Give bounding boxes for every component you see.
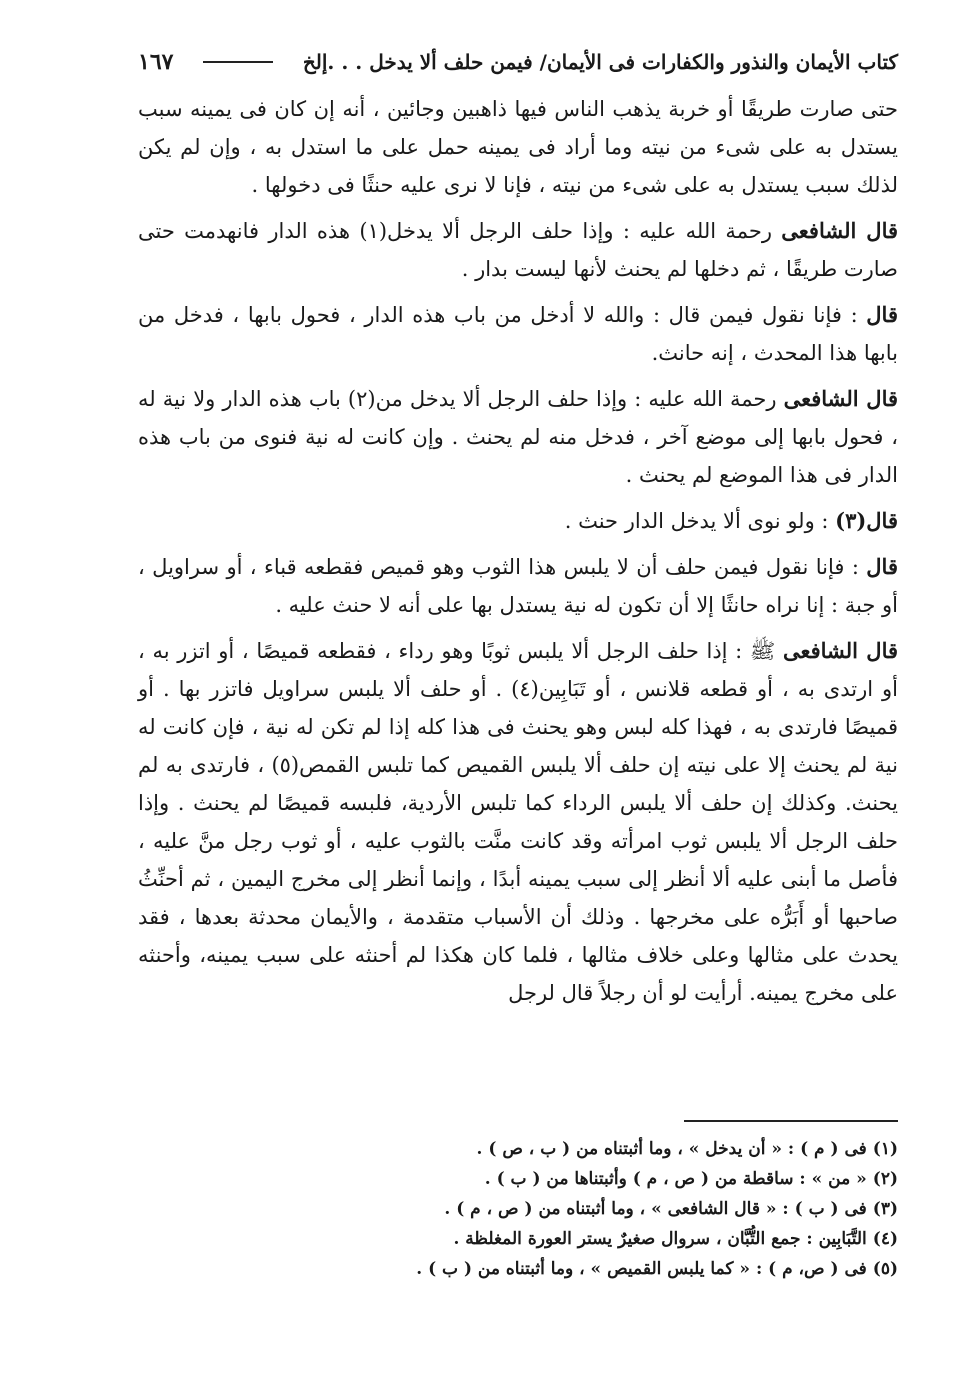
header-title: كتاب الأيمان والنذور والكفارات فى الأيمان/ فيمن حلف ألا يدخل . . .إلخ [302, 50, 898, 74]
paragraph-text: رحمة الله عليه : وإذا حلف الرجل ألا يدخل من(٢) باب هذه الدار ولا نية له ، فحول بابها إلى موضع آخر ، فدخل منه لم يحنث . وإن كانت له نية فنوى من باب هذه الدار فى هذا الموضع لم يحنث . [138, 387, 898, 487]
paragraph-2 [138, 212, 898, 288]
footnote-number: (١) [872, 1139, 898, 1159]
speaker-label: قال الشافعى [782, 638, 899, 663]
footnote-number: (٢) [872, 1169, 898, 1189]
paragraph-6 [138, 548, 898, 624]
paragraph-text: : فإنا نقول فيمن حلف أن لا يلبس هذا الثوب وهو قميص فقطعه قباء ، أو سراويل ، أو جبة : إنا نراه حانثًا إلا أن تكون له نية يستدل بها على أنه لا حنث عليه . [138, 555, 898, 617]
footnote-text: « من » : ساقطة من ( ص ، م ) وأثبتناها من ( ب ) . [484, 1169, 867, 1189]
paragraph-4 [138, 380, 898, 494]
footnote-text: التَّبَابِين : جمع التُّبَّان ، سروال صغيرٌ يستر العورة المغلظة . [453, 1229, 867, 1249]
footnote-2 [138, 1164, 898, 1194]
page-number: ١٦٧ [138, 49, 174, 75]
speaker-label: قال [866, 302, 898, 327]
paragraph-text: رحمة الله عليه : وإذا حلف الرجل ألا يدخل(١) هذه الدار فانهدمت حتى صارت طريقًا ، ثم دخلها لم يحنث لأنها ليست بدار . [138, 219, 898, 281]
paragraph-text: : فإنا نقول فيمن قال : والله لا أدخل من باب هذه الدار ، فحول بابها ، فدخل من بابها هذا المحدث ، إنه حانث. [138, 303, 898, 365]
footnote-3 [138, 1194, 898, 1224]
main-text [138, 90, 898, 1012]
paragraph-text: : ولو نوى ألا يدخل الدار حنث . [564, 509, 836, 533]
paragraph-text: حتى صارت طريقًا أو خربة يذهب الناس فيها ذاهبين وجائين ، أنه إن كان فى يمينه سبب يستدل به على شىء من نيته وما أراد فى يمينه حمل على ما استدل به ، وإن لم يكن لذلك سبب يستدل به على شىء من نيته ، فإنا لا نرى عليه حنثًا فى دخولها . [138, 97, 898, 197]
paragraph-3 [138, 296, 898, 372]
speaker-label: قال الشافعى [783, 386, 899, 411]
footnotes [138, 1134, 898, 1284]
footnote-text: فى ( ص، م ) : « كما يلبس القميص » ، وما أثبتناه من ( ب ) . [416, 1259, 867, 1279]
footnote-5 [138, 1254, 898, 1284]
footnote-number: (٥) [872, 1259, 898, 1279]
speaker-label: قال [866, 554, 898, 579]
paragraph-text: ﷺ : إذا حلف الرجل ألا يلبس ثوبًا وهو رداء ، فقطعه قميصًا ، أو اتزر به ، أو ارتدى به ، أو قطعه قلانس ، أو تَبَابِين(٤) . أو حلف ألا يلبس سراويل فاتزر بها . أو قميصًا فارتدى به ، فهذا كله لبس وهو يحنث فى هذا كله إذا لم تكن له نية ، فإن كانت له نية لم يحنث إلا على نيته إن حلف ألا يلبس القميص كما تلبس القمص(٥) ، فارتدى به لم يحنث. وكذلك إن حلف ألا يلبس الرداء كما تلبس الأردية، فلبسه قميصًا لم يحنث . وإذا حلف الرجل ألا يلبس ثوب امرأته وقد كانت منَّت بالثوب عليه ، أو ثوب رجل منَّ عليه ، فأصل ما أبنى عليه ألا أنظر إلى سبب يمينه أبدًا ، وإنما أنظر إلى مخرج اليمين ، ثم أحنِّثُ صاحبها أو أَبَرُّه على مخرجها . وذلك أن الأسباب متقدمة ، والأيمان محدثة بعدها ، فقد يحدث على مثالها وعلى خلاف مثالها ، فلما كان هكذا لم أحنثه على سبب يمينه، وأحنثه على مخرج يمينه. أرأيت لو أن رجلاً قال لرجل [138, 639, 898, 1005]
footnote-4 [138, 1224, 898, 1254]
footnote-number: (٤) [872, 1229, 898, 1249]
paragraph-5 [138, 502, 898, 540]
book-page [138, 40, 899, 1279]
header-rule [203, 61, 273, 63]
speaker-label: قال(٣) [835, 508, 898, 533]
paragraph-7 [138, 632, 898, 1012]
footnote-number: (٣) [872, 1199, 898, 1219]
footnote-text: فى ( ب ) : « قال الشافعى » ، وما أثبتناه من ( ص ، م ) . [444, 1199, 867, 1219]
footnote-separator [684, 1120, 898, 1122]
footnote-1 [138, 1134, 898, 1164]
speaker-label: قال الشافعى [781, 218, 899, 243]
footnote-text: فى ( م ) : « أن يدخل » ، وما أثبتناه من ( ب ، ص ) . [476, 1139, 867, 1159]
paragraph-1 [138, 90, 898, 204]
running-header [138, 40, 898, 84]
